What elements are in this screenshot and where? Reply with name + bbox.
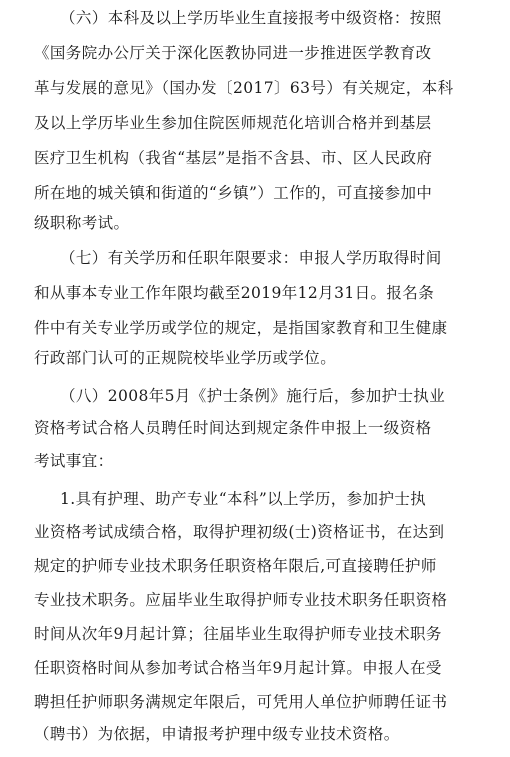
- section-6-line-2: 《国务院办公厅关于深化医教协同进一步推进医学教育改: [34, 44, 432, 62]
- section-6-line-5: 医疗卫生机构（我省“基层”是指不含县、市、区人民政府: [34, 149, 433, 167]
- section-6-line-4: 及以上学历毕业生参加住院医师规范化培训合格并到基层: [34, 114, 432, 132]
- item-1-line-3: 规定的护师专业技术职务任职资格年限后,可直接聘任护师: [34, 557, 437, 575]
- section-6-line-7: 级职称考试。: [34, 214, 130, 232]
- item-1-line-6: 任职资格时间从参加考试合格当年9月起计算。申报人在受: [34, 659, 442, 677]
- section-7-line-2: 和从事本专业工作年限均截至2019年12月31日。报名条: [34, 284, 435, 302]
- section-8-line-1: （八）2008年5月《护士条例》施行后，参加护士执业: [60, 387, 446, 405]
- section-7-line-4: 行政部门认可的正规院校毕业学历或学位。: [34, 349, 337, 367]
- item-1-line-7: 聘担任护师职务满规定年限后，可凭用人单位护师聘任证书: [34, 693, 448, 711]
- section-8-line-3: 考试事宜：: [34, 452, 114, 470]
- section-7-line-3: 件中有关专业学历或学位的规定，是指国家教育和卫生健康: [34, 319, 448, 337]
- section-8-line-2: 资格考试合格人员聘任时间达到规定条件申报上一级资格: [34, 419, 432, 437]
- item-1-line-8: （聘书）为依据，申请报考护理中级专业技术资格。: [34, 725, 400, 743]
- section-7-line-1: （七）有关学历和任职年限要求：申报人学历取得时间: [60, 249, 442, 267]
- section-6-line-1: （六）本科及以上学历毕业生直接报考中级资格：按照: [60, 9, 442, 27]
- item-1-line-4: 专业技术职务。应届毕业生取得护师专业技术职务任职资格: [34, 591, 448, 609]
- section-6-line-6: 所在地的城关镇和街道的“乡镇”）工作的，可直接参加中: [34, 184, 433, 202]
- item-1-line-5: 时间从次年9月起计算；往届毕业生取得护师专业技术职务: [34, 625, 442, 643]
- section-6-line-3: 革与发展的意见》（国办发〔2017〕63号）有关规定，本科: [34, 79, 454, 97]
- item-1-line-1: 1.具有护理、助产专业“本科”以上学历，参加护士执: [60, 490, 427, 508]
- item-1-line-2: 业资格考试成绩合格，取得护理初级(士)资格证书，在达到: [34, 523, 445, 541]
